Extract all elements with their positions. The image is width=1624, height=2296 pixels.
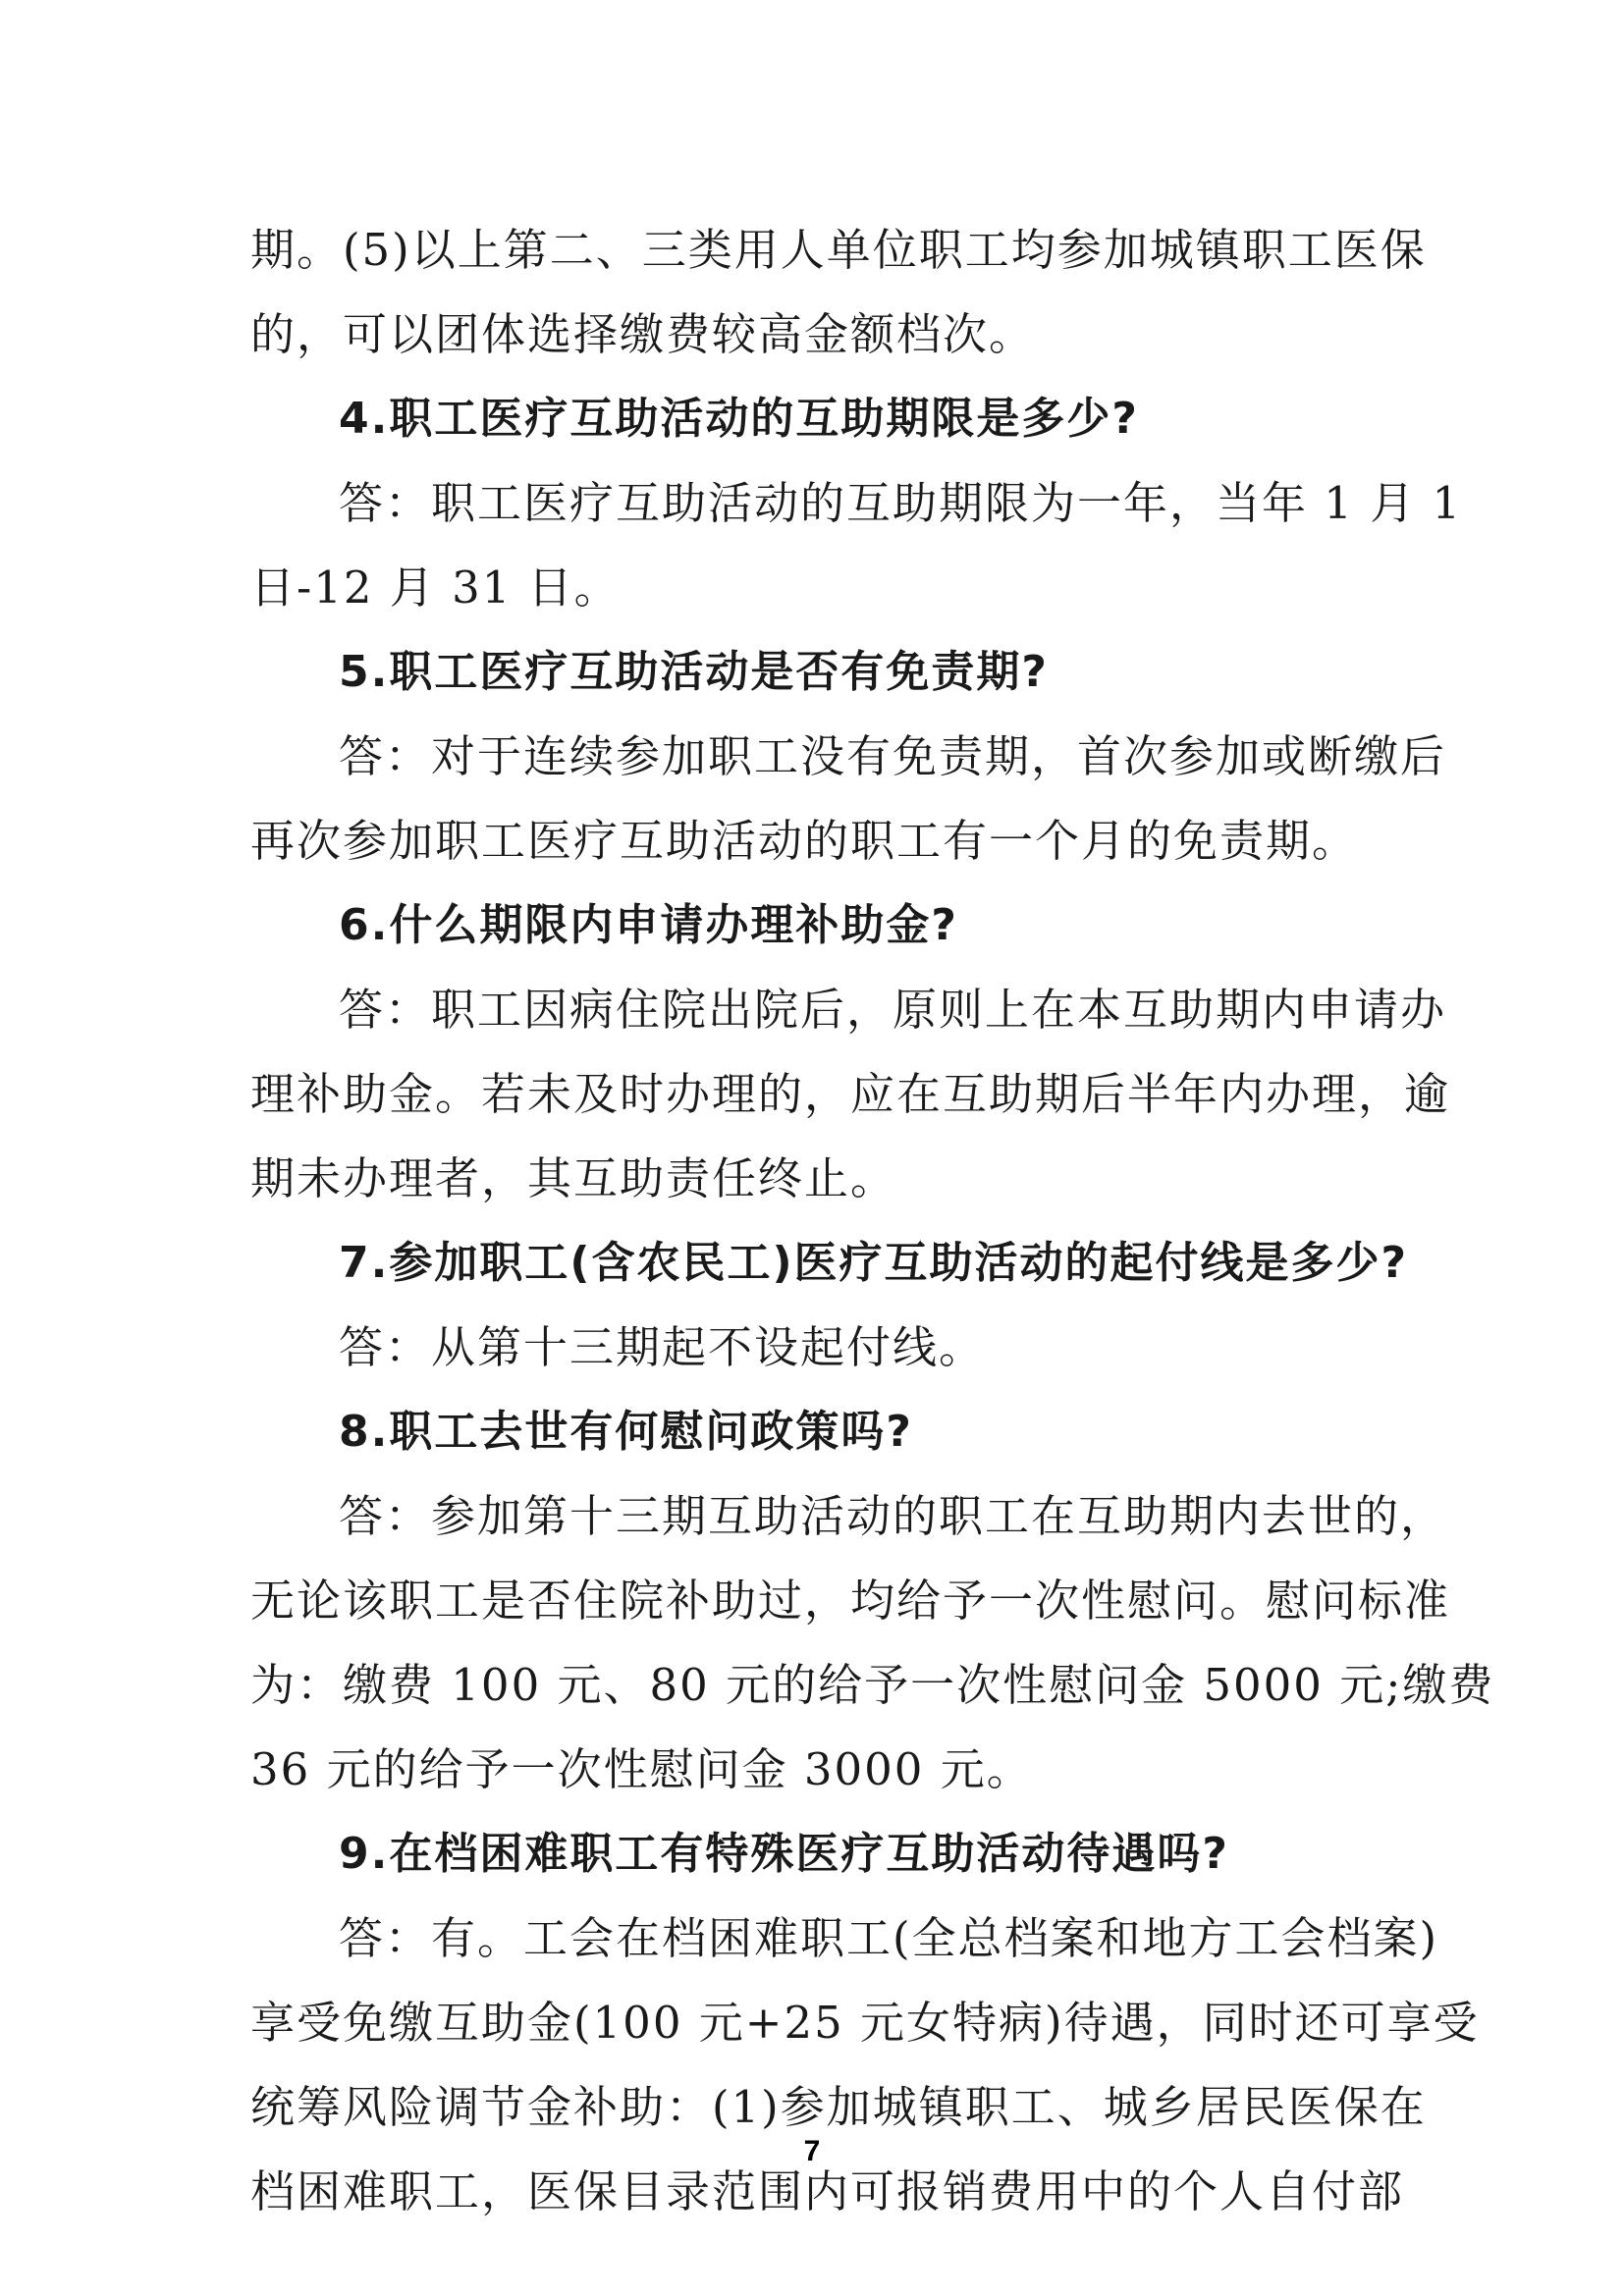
page-number: 7 [803, 2135, 821, 2167]
answer-line: 答：职工因病住院出院后，原则上在本互助期内申请办 [339, 984, 1447, 1036]
answer-line: 答：有。工会在档困难职工(全总档案和地方工会档案) [339, 1912, 1439, 1964]
answer-line: 答：从第十三期起不设起付线。 [339, 1321, 986, 1373]
question-heading: 7.参加职工(含农民工)医疗互助活动的起付线是多少? [339, 1238, 1409, 1288]
question-heading: 6.什么期限内申请办理补助金? [339, 900, 958, 950]
text-line: 的，可以团体选择缴费较高金额档次。 [250, 308, 1036, 360]
text-line: 无论该职工是否住院补助过，均给予一次性慰问。慰问标准 [250, 1575, 1451, 1627]
text-line: 期。(5)以上第二、三类用人单位职工均参加城镇职工医保 [250, 224, 1427, 276]
text-line: 统筹风险调节金补助：(1)参加城镇职工、城乡居民医保在 [250, 2081, 1427, 2133]
question-heading: 5.职工医疗互助活动是否有免责期? [339, 647, 1049, 697]
text-line: 理补助金。若未及时办理的，应在互助期后半年内办理，逾 [250, 1068, 1451, 1120]
text-line: 日-12 月 31 日。 [250, 561, 621, 614]
text-line: 享受免缴互助金(100 元+25 元女特病)待遇，同时还可享受 [250, 1997, 1480, 2049]
text-line: 再次参加职工医疗互助活动的职工有一个月的免责期。 [250, 815, 1359, 867]
document-body [250, 208, 1495, 2234]
question-heading: 8.职工去世有何慰问政策吗? [339, 1407, 913, 1457]
text-line: 档困难职工，医保目录范围内可报销费用中的个人自付部 [250, 2165, 1405, 2217]
question-heading: 9.在档困难职工有特殊医疗互助活动待遇吗? [339, 1829, 1229, 1879]
text-line: 期未办理者，其互助责任终止。 [250, 1152, 897, 1204]
text-line: 36 元的给予一次性慰问金 3000 元。 [250, 1743, 1033, 1795]
answer-line: 答：对于连续参加职工没有免责期，首次参加或断缴后 [339, 730, 1447, 782]
answer-line: 答：参加第十三期互助活动的职工在互助期内去世的， [339, 1490, 1447, 1542]
question-heading: 4.职工医疗互助活动的互助期限是多少? [339, 394, 1139, 444]
answer-line: 答：职工医疗互助活动的互助期限为一年，当年 1 月 1 [339, 477, 1463, 529]
text-line: 为：缴费 100 元、80 元的给予一次性慰问金 5000 元;缴费 [250, 1659, 1495, 1711]
